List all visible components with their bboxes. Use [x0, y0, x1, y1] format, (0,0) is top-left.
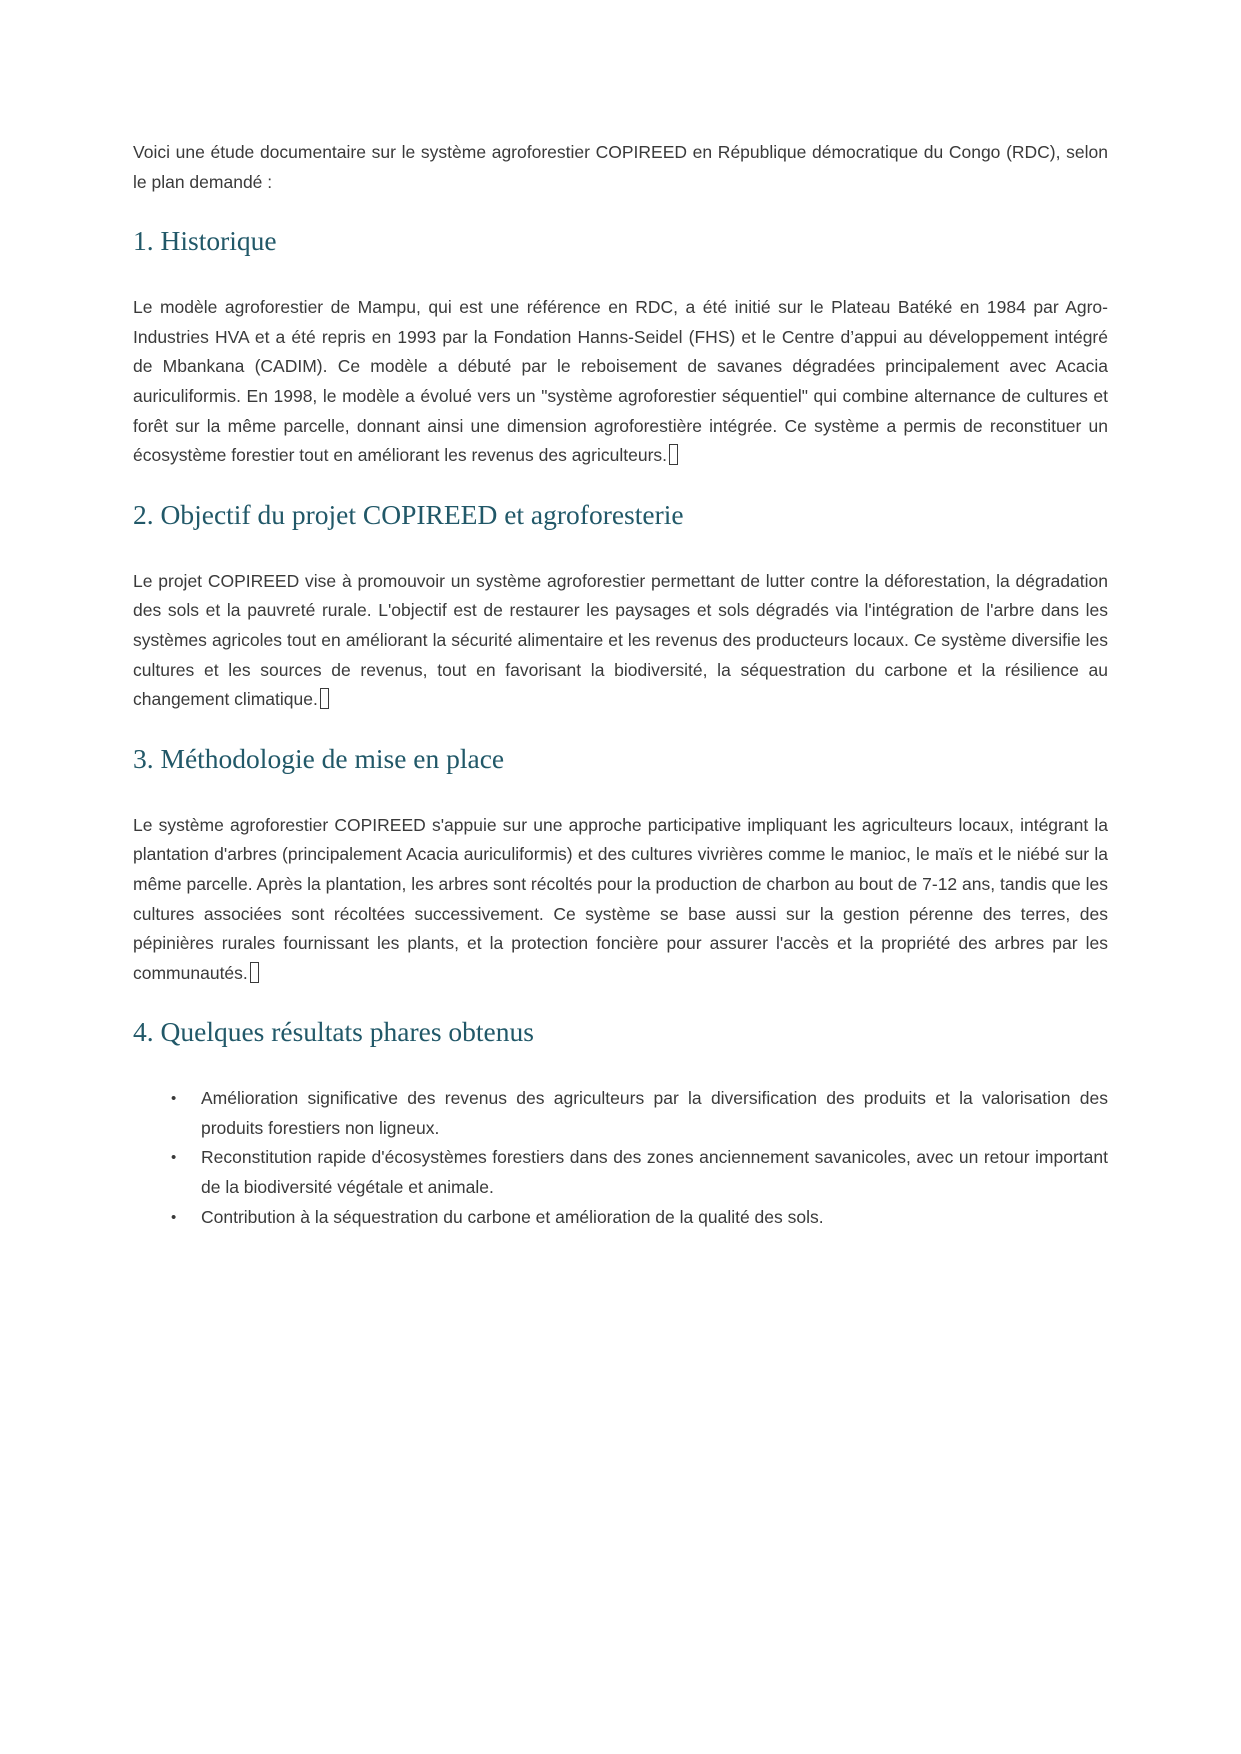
paragraph-historique: [133, 293, 1108, 471]
paragraph-objectif-text: Le projet COPIREED vise à promouvoir un système agroforestier permettant de lutter contre la déforestation, la dégradation des sols et la pauvreté rurale. L'objectif est de restaurer les paysages et sols dégradés via l'intégration de l'arbre dans les systèmes agricoles tout en améliorant la sécurité alimentaire et les revenus des producteurs locaux. Ce système diversifie les cultures et les sources de revenus, tout en favorisant la biodiversité, la séquestration du carbone et la résilience au changement climatique.: [133, 570, 1108, 710]
list-item-text: Amélioration significative des revenus des agriculteurs par la diversification des produits et la valorisation des produits forestiers non ligneux.: [201, 1088, 1108, 1138]
section-heading-methodologie: 3. Méthodologie de mise en place: [133, 742, 505, 774]
paragraph-objectif: [133, 567, 1108, 715]
section-heading-resultats: 4. Quelques résultats phares obtenus: [133, 1016, 534, 1048]
list-item: [133, 1084, 1108, 1143]
list-item: [133, 1203, 1108, 1233]
paragraph-methodologie-text: Le système agroforestier COPIREED s'appuie sur une approche participative impliquant les agriculteurs locaux, intégrant la plantation d'arbres (principalement Acacia auriculiformis) et des cultures vivrières comme le manioc, le maïs et le niébé sur la même parcelle. Après la plantation, les arbres sont récoltés pour la production de charbon au bout de 7-12 ans, tandis que les cultures associées sont récoltées successivement. Ce système se base aussi sur la gestion pérenne des terres, des pépinières rurales fournissant les plants, et la protection foncière pour assurer l'accès et la propriété des arbres par les communautés.: [133, 814, 1108, 983]
bullet-icon: •: [171, 1208, 177, 1226]
missing-glyph-box: [320, 688, 329, 709]
list-item-text: Reconstitution rapide d'écosystèmes forestiers dans des zones anciennement savanicoles, avec un retour important de la biodiversité végétale et animale.: [201, 1147, 1108, 1198]
list-item-text: Contribution à la séquestration du carbone et amélioration de la qualité des sols.: [201, 1206, 824, 1227]
paragraph-historique-text: Le modèle agroforestier de Mampu, qui est une référence en RDC, a été initié sur le Plateau Batéké en 1984 par Agro-Industries HVA et a été repris en 1993 par la Fondation Hanns-Seidel (FHS) et le Centre d’appui au développement intégré de Mbankana (CADIM). Ce modèle a débuté par le reboisement de savanes dégradées principalement avec Acacia auriculiformis. En 1998, le modèle a évolué vers un "système agroforestier séquentiel" qui combine alternance de cultures et forêt sur la même parcelle, donnant ainsi une dimension agroforestière intégrée. Ce système a permis de reconstituer un écosystème forestier tout en améliorant les revenus des agriculteurs.: [133, 297, 1108, 466]
section-heading-objectif: 2. Objectif du projet COPIREED et agroforesterie: [133, 498, 684, 530]
bullet-icon: •: [171, 1149, 177, 1167]
missing-glyph-box: [250, 962, 259, 983]
intro-paragraph: Voici une étude documentaire sur le système agroforestier COPIREED en République démocratique du Congo (RDC), selon le plan demandé :: [133, 142, 1108, 192]
results-list: [133, 1084, 1108, 1232]
paragraph-methodologie: [133, 811, 1108, 989]
section-heading-historique: 1. Historique: [133, 225, 277, 257]
bullet-icon: •: [171, 1090, 177, 1108]
list-item: [133, 1143, 1108, 1202]
missing-glyph-box: [669, 444, 678, 465]
